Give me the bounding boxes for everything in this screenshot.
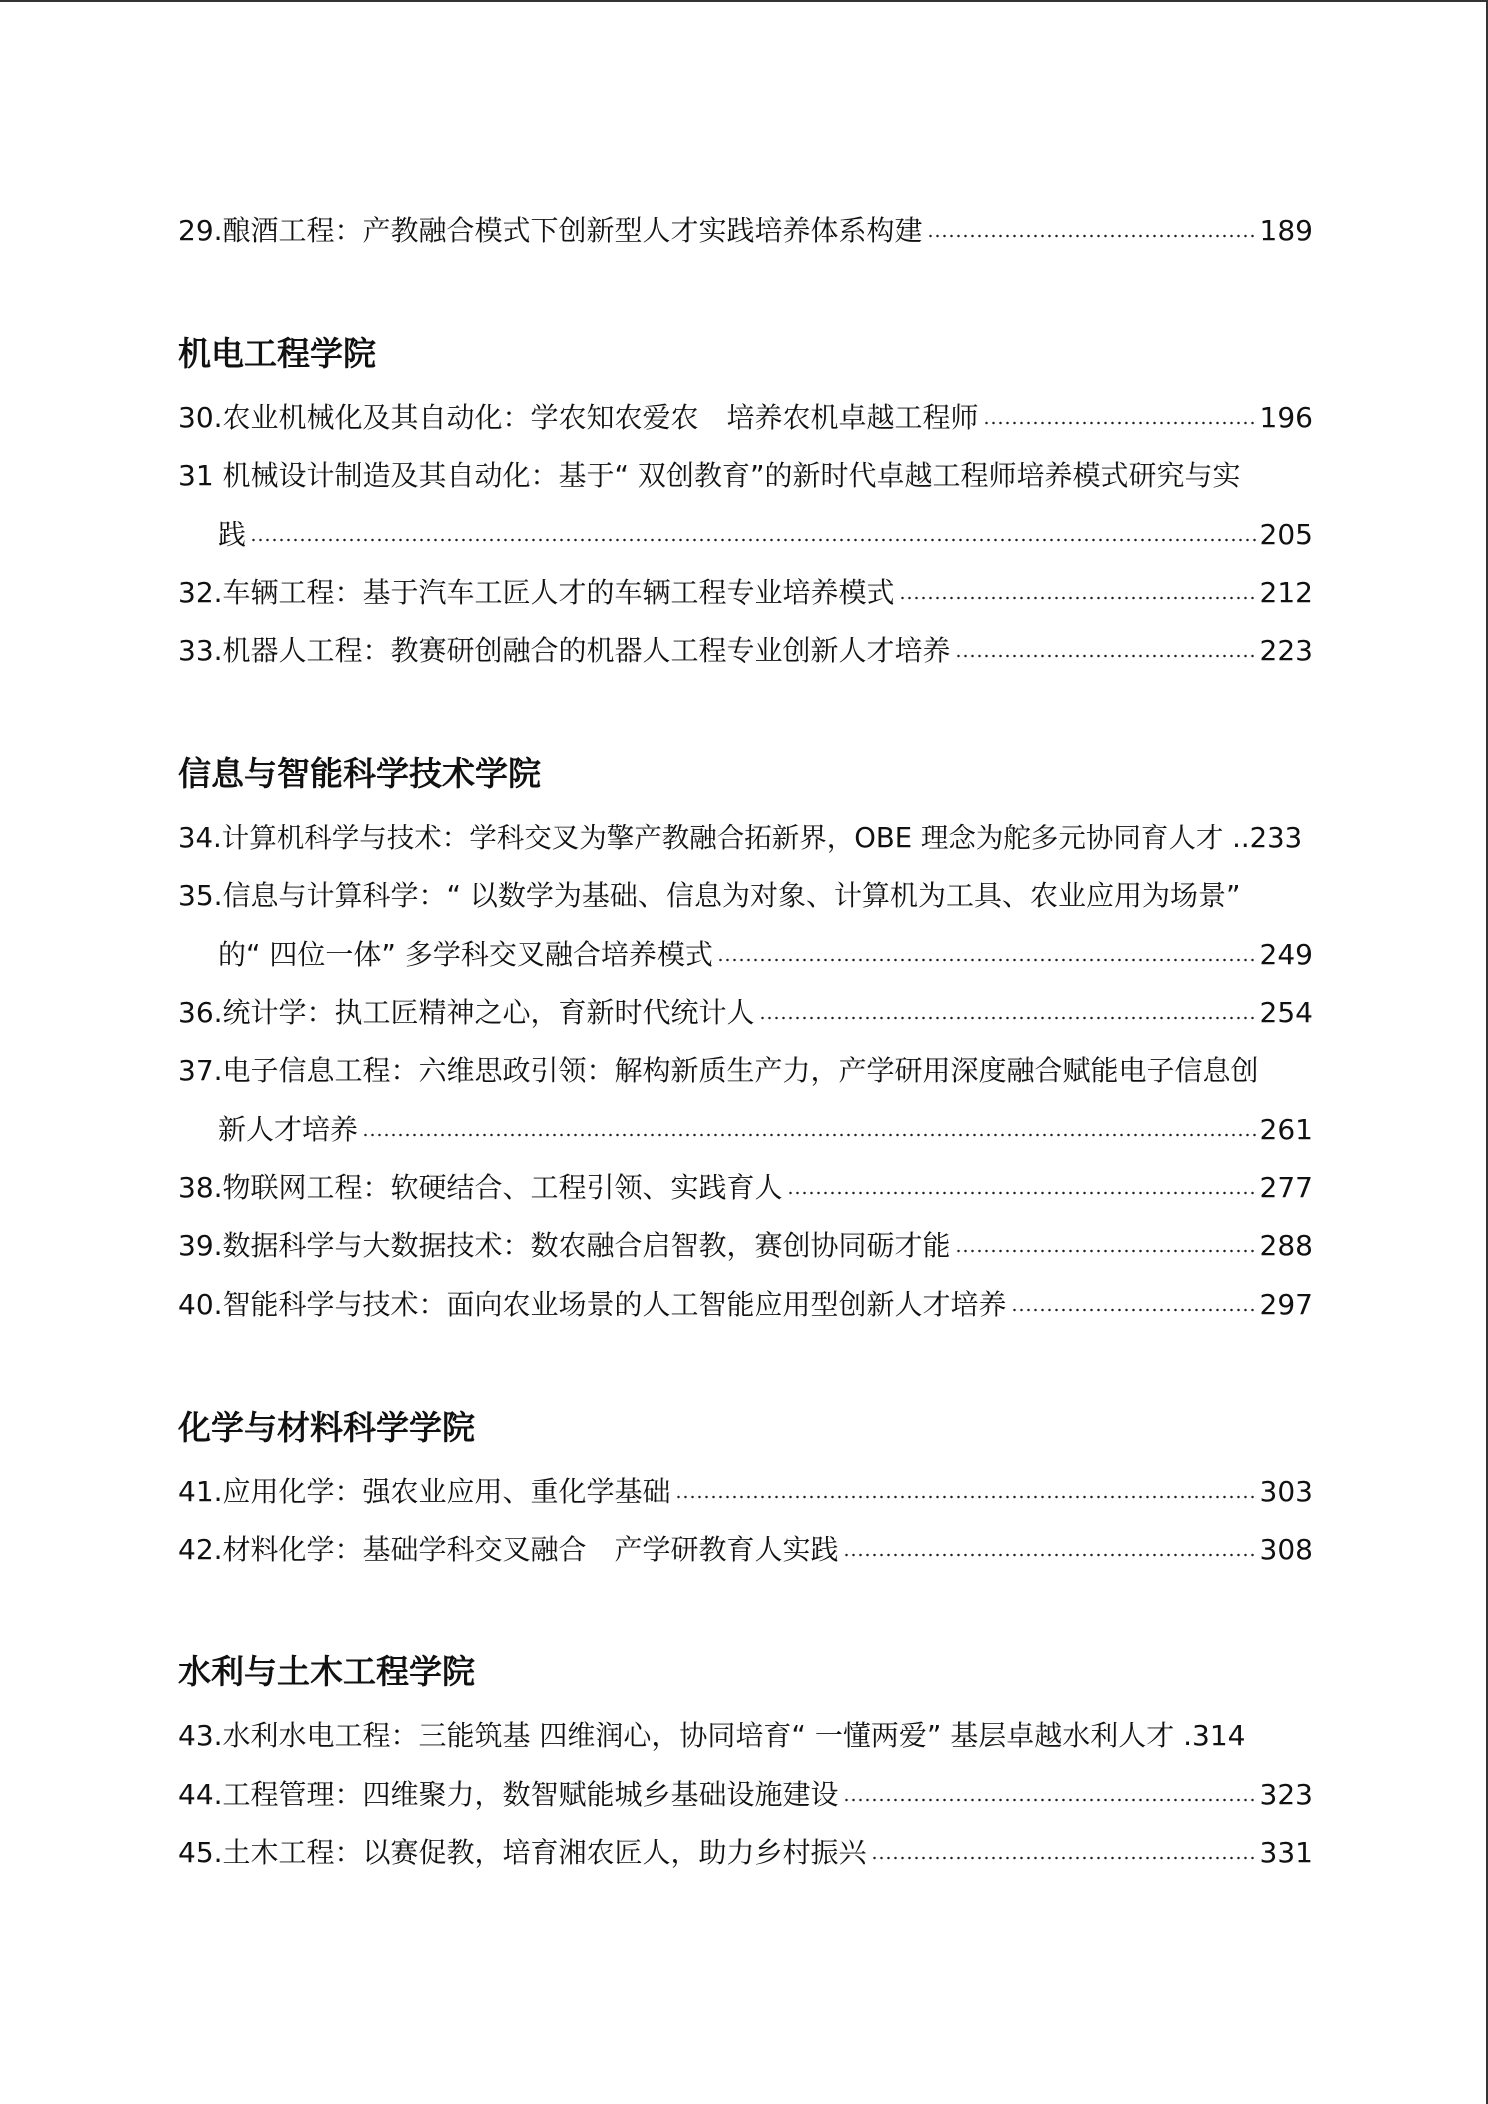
dot-leader — [955, 654, 1256, 658]
section-heading-information: 信息与智能科学技术学院 — [178, 754, 541, 793]
toc-entry-title: 33.机器人工程：教赛研创融合的机器人工程专业创新人才培养 — [178, 634, 951, 667]
toc-entry-41[interactable] — [178, 1470, 1313, 1514]
toc-entry-title: 44.工程管理：四维聚力，数智赋能城乡基础设施建设 — [178, 1778, 839, 1811]
dot-leader — [871, 1856, 1256, 1860]
toc-entry-page: 254 — [1259, 996, 1313, 1029]
toc-entry-title: 37.电子信息工程：六维思政引领：解构新质生产力，产学研用深度融合赋能电子信息创 — [178, 1054, 1259, 1087]
toc-entry-page: 288 — [1259, 1229, 1313, 1262]
toc-entry-page: 196 — [1259, 401, 1313, 434]
toc-entry-page: 261 — [1259, 1113, 1313, 1146]
toc-entry-37-line2[interactable] — [218, 1108, 1313, 1152]
toc-entry-32[interactable] — [178, 571, 1313, 615]
dot-leader — [717, 958, 1256, 962]
toc-entry-page: 314 — [1192, 1719, 1246, 1752]
toc-entry-page: 205 — [1259, 518, 1313, 551]
toc-entry-37-line1[interactable] — [178, 1049, 1313, 1093]
toc-entry-title: 31 机械设计制造及其自动化：基于“ 双创教育”的新时代卓越工程师培养模式研究与实 — [178, 459, 1241, 492]
dot-leader — [759, 1016, 1256, 1020]
toc-entry-35-line2[interactable] — [218, 933, 1313, 977]
toc-entry-31-line1[interactable] — [178, 454, 1313, 498]
toc-entry-title: 34.计算机科学与技术：学科交叉为擎产教融合拓新界，OBE 理念为舵多元协同育人才 .. — [178, 822, 1250, 854]
toc-entry-title: 38.物联网工程：软硬结合、工程引领、实践育人 — [178, 1171, 783, 1204]
toc-entry-title: 40.智能科学与技术：面向农业场景的人工智能应用型创新人才培养 — [178, 1288, 1007, 1321]
dot-leader — [362, 1133, 1256, 1137]
toc-entry-30[interactable] — [178, 396, 1313, 440]
section-heading-hydraulic: 水利与土木工程学院 — [178, 1652, 475, 1691]
toc-entry-38[interactable] — [178, 1166, 1313, 1210]
toc-entry-31-line2[interactable] — [218, 513, 1313, 557]
toc-entry-36[interactable] — [178, 991, 1313, 1035]
dot-leader — [250, 538, 1256, 542]
toc-entry-page: 212 — [1259, 576, 1313, 609]
dot-leader — [787, 1191, 1256, 1195]
toc-entry-29[interactable] — [178, 209, 1313, 253]
dot-leader — [927, 234, 1256, 238]
dot-leader — [843, 1798, 1256, 1802]
toc-entry-page: 331 — [1259, 1836, 1313, 1869]
toc-entry-title: 39.数据科学与大数据技术：数农融合启智教，赛创协同砺才能 — [178, 1229, 951, 1262]
toc-entry-title: 36.统计学：执工匠精神之心，育新时代统计人 — [178, 996, 755, 1029]
toc-entry-title-continued: 的“ 四位一体” 多学科交叉融合培养模式 — [218, 938, 713, 971]
toc-entry-page: 223 — [1259, 634, 1313, 667]
toc-entry-44[interactable] — [178, 1773, 1313, 1817]
section-heading-chemistry: 化学与材料科学学院 — [178, 1408, 475, 1447]
toc-entry-title: 30.农业机械化及其自动化：学农知农爱农 培养农机卓越工程师 — [178, 401, 979, 434]
dot-leader — [1011, 1308, 1256, 1312]
toc-entry-page: 249 — [1259, 938, 1313, 971]
toc-entry-title-continued: 新人才培养 — [218, 1113, 359, 1146]
toc-entry-title: 29.酿酒工程：产教融合模式下创新型人才实践培养体系构建 — [178, 214, 923, 247]
toc-entry-page: 189 — [1259, 214, 1313, 247]
toc-entry-33[interactable] — [178, 629, 1313, 673]
toc-entry-page: 323 — [1259, 1778, 1313, 1811]
dot-leader — [899, 596, 1256, 600]
toc-entry-title: 42.材料化学：基础学科交叉融合 产学研教育人实践 — [178, 1533, 839, 1566]
toc-entry-title-continued: 践 — [218, 518, 247, 551]
toc-entry-45[interactable] — [178, 1831, 1313, 1875]
toc-entry-title: 43.水利水电工程：三能筑基 四维润心，协同培育“ 一懂两爱” 基层卓越水利人才 . — [178, 1719, 1193, 1752]
toc-entry-39[interactable] — [178, 1224, 1313, 1268]
dot-leader — [843, 1553, 1256, 1557]
dot-leader — [955, 1249, 1256, 1253]
toc-entry-35-line1[interactable] — [178, 874, 1313, 918]
toc-entry-page: 277 — [1259, 1171, 1313, 1204]
section-heading-mechanical: 机电工程学院 — [178, 334, 376, 373]
toc-entry-page: 233 — [1249, 822, 1303, 854]
toc-entry-40[interactable] — [178, 1283, 1313, 1327]
dot-leader — [983, 421, 1256, 425]
toc-entry-title: 41.应用化学：强农业应用、重化学基础 — [178, 1475, 671, 1508]
toc-entry-title: 32.车辆工程：基于汽车工匠人才的车辆工程专业培养模式 — [178, 576, 895, 609]
toc-entry-page: 297 — [1259, 1288, 1313, 1321]
toc-entry-page: 308 — [1259, 1533, 1313, 1566]
toc-entry-42[interactable] — [178, 1528, 1313, 1572]
toc-entry-34[interactable] — [178, 816, 1313, 860]
toc-entry-page: 303 — [1259, 1475, 1313, 1508]
dot-leader — [675, 1495, 1256, 1499]
toc-entry-title: 35.信息与计算科学：“ 以数学为基础、信息为对象、计算机为工具、农业应用为场景” — [178, 879, 1241, 912]
toc-entry-43[interactable] — [178, 1714, 1313, 1758]
toc-entry-title: 45.土木工程：以赛促教，培育湘农匠人，助力乡村振兴 — [178, 1836, 867, 1869]
